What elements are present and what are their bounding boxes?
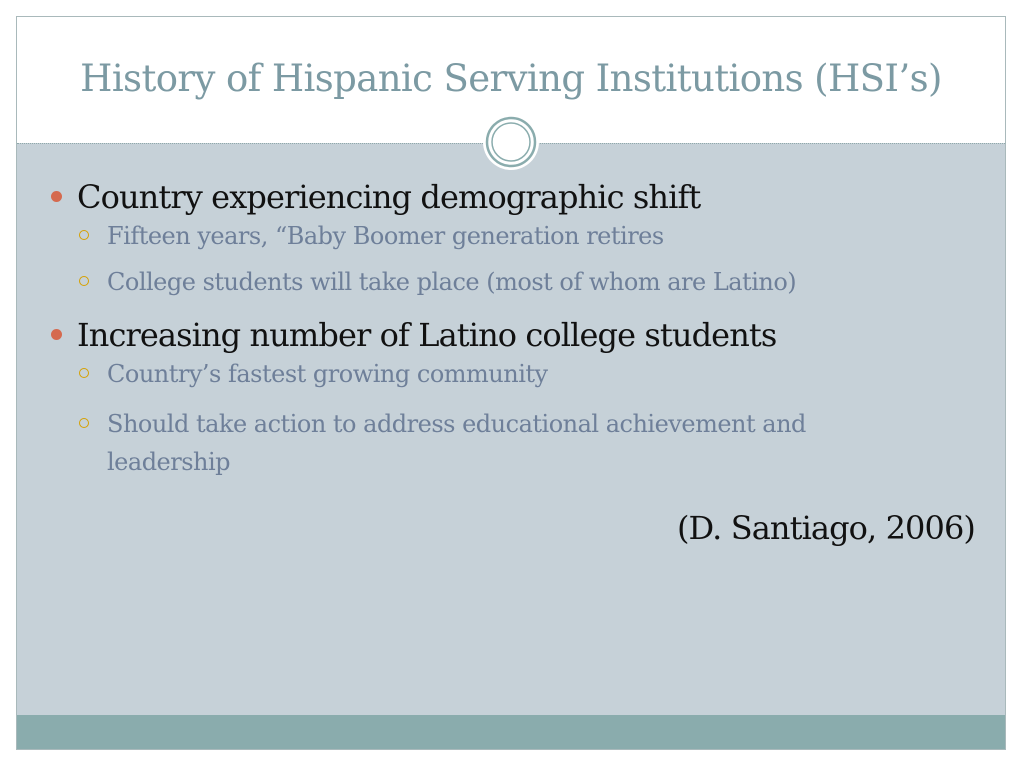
- citation: (D. Santiago, 2006): [676, 509, 975, 547]
- bullet-dot-icon: [51, 191, 62, 202]
- bullet-item: [49, 177, 949, 217]
- bullet-text: Increasing number of Latino college students: [77, 316, 777, 354]
- sub-bullet-text: Should take action to address educational achievement and leadership: [107, 410, 806, 476]
- sub-bullet-item: [49, 405, 907, 481]
- sub-bullet-text: College students will take place (most of whom are Latino): [107, 268, 797, 296]
- sub-bullet-item: [49, 267, 949, 297]
- sub-bullet-ring-icon: [79, 368, 89, 378]
- bullet-item: [49, 315, 949, 355]
- sub-bullet-text: Country’s fastest growing community: [107, 360, 548, 388]
- sub-bullet-text: Fifteen years, “Baby Boomer generation retires: [107, 222, 664, 250]
- footer-bar: [17, 715, 1005, 749]
- sub-bullet-item: [49, 221, 949, 251]
- ring-ornament-icon: [482, 113, 540, 171]
- bullet-text: Country experiencing demographic shift: [77, 178, 701, 216]
- slide: [16, 16, 1006, 750]
- bullet-list: [49, 178, 949, 497]
- bullet-dot-icon: [51, 329, 62, 340]
- sub-bullet-ring-icon: [79, 276, 89, 286]
- sub-bullet-item: [49, 359, 949, 389]
- slide-title: History of Hispanic Serving Institutions (HSI’s): [80, 57, 942, 100]
- sub-bullet-ring-icon: [79, 230, 89, 240]
- sub-bullet-ring-icon: [79, 418, 89, 428]
